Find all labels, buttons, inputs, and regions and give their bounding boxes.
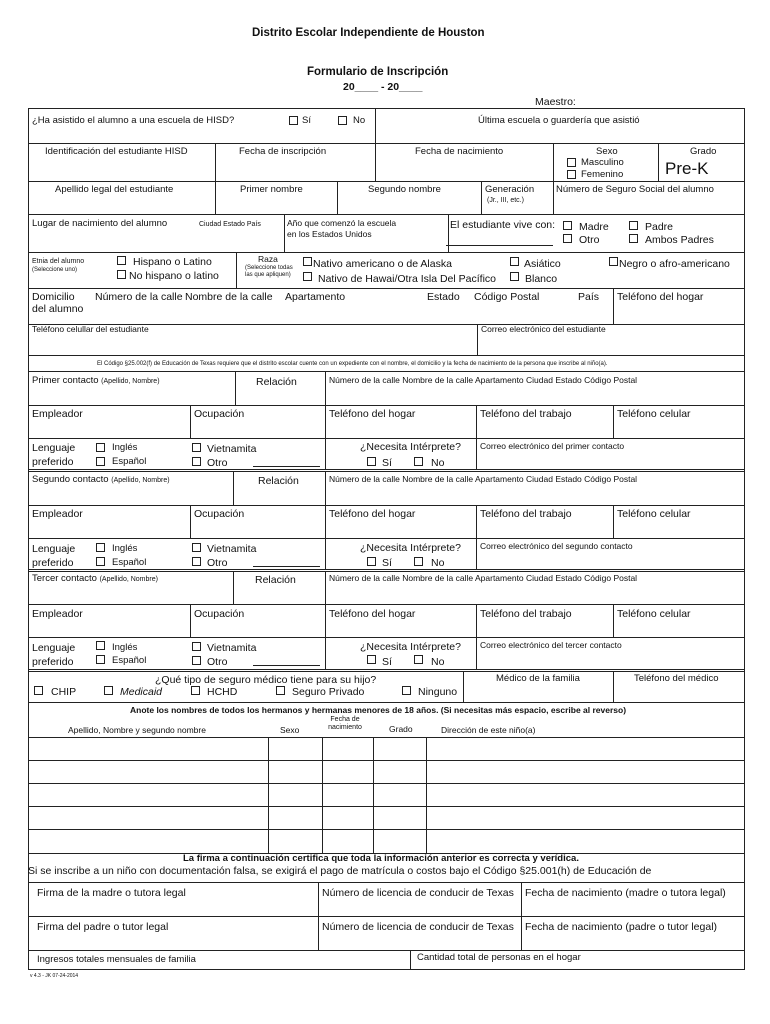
- student-cell-label: Teléfono celullar del estudiante: [32, 324, 149, 334]
- zip-label: Código Postal: [474, 291, 540, 303]
- hchd-checkbox[interactable]: [191, 686, 200, 695]
- hchd-label: HCHD: [207, 686, 238, 698]
- contact-2-other-checkbox[interactable]: [192, 557, 201, 566]
- street-name-label: Nombre de la calle: [185, 291, 273, 303]
- family-doctor-label: Médico de la familia: [496, 673, 580, 684]
- certification-text: La firma a continuación certifica que toda la información anterior es correcta y verídica.: [183, 853, 579, 864]
- female-checkbox[interactable]: [567, 170, 576, 179]
- country-label: País: [578, 291, 600, 303]
- grade-value: Pre-K: [665, 159, 709, 178]
- lives-other-checkbox[interactable]: [563, 234, 572, 243]
- ethnicity-hint: (Seleccione uno): [32, 267, 78, 273]
- contact-1-address-label: Número de la calle Nombre de la calle Apartamento Ciudad Estado Código Postal: [329, 375, 638, 385]
- state-label: Estado: [427, 291, 460, 303]
- version-label: v 4.3 - JK 07-24-2014: [30, 973, 79, 979]
- native-am-checkbox[interactable]: [303, 257, 312, 266]
- no-insurance-label: Ninguno: [418, 686, 458, 698]
- contact-3-cell-label: Teléfono celular: [617, 608, 691, 620]
- lives-with-label: El estudiante vive con:: [450, 219, 556, 231]
- sex-label: Sexo: [596, 146, 618, 157]
- sibling-sex-header: Sexo: [280, 725, 300, 735]
- middle-name-label: Segundo nombre: [368, 184, 441, 195]
- generation-label: Generación: [485, 184, 535, 195]
- contact-2-spanish-label: Español: [112, 557, 147, 568]
- contact-3-interp-yes-label: Sí: [382, 656, 392, 668]
- birth-date-label: Fecha de nacimiento: [415, 146, 504, 157]
- lives-father-label: Padre: [645, 221, 674, 233]
- teacher-label: Maestro:: [535, 96, 576, 108]
- contact-2-home-phone-label: Teléfono del hogar: [329, 508, 416, 520]
- contact-2-label: Segundo contacto (Apellido, Nombre): [32, 474, 170, 485]
- contact-2-lang-label: Lenguaje: [32, 543, 76, 555]
- chip-checkbox[interactable]: [34, 686, 43, 695]
- sibling-grade-header: Grado: [389, 724, 413, 734]
- contact-2-employer-label: Empleador: [32, 508, 83, 520]
- contact-3-interp-no-label: No: [431, 656, 445, 668]
- contact-3-english-label: Inglés: [112, 642, 138, 653]
- contact-2-email-label: Correo electrónico del segundo contacto: [480, 541, 633, 551]
- contact-1-interpreter-label: ¿Necesita Intérprete?: [360, 441, 461, 453]
- no-insurance-checkbox[interactable]: [402, 686, 411, 695]
- domicile-label: Domicilio: [32, 291, 75, 303]
- last-school-label: Última escuela o guardería que asistió: [478, 115, 640, 126]
- native-am-label: Nativo americano o de Alaska: [313, 258, 452, 270]
- home-phone-label: Teléfono del hogar: [617, 291, 704, 303]
- contact-2-address-label: Número de la calle Nombre de la calle Apartamento Ciudad Estado Código Postal: [329, 474, 638, 484]
- attended-hisd-question: ¿Ha asistido el alumno a una escuela de HISD?: [32, 115, 235, 126]
- grade-label: Grado: [690, 146, 717, 157]
- lives-mother-label: Madre: [579, 221, 609, 233]
- medicaid-label: Medicaid: [120, 686, 163, 698]
- generation-hint: (Jr., III, etc.): [487, 197, 524, 204]
- ssn-label: Número de Seguro Social del alumno: [556, 184, 714, 195]
- contact-1-employer-label: Empleador: [32, 408, 83, 420]
- contact-3-address-label: Número de la calle Nombre de la calle Apartamento Ciudad Estado Código Postal: [329, 573, 638, 583]
- hispanic-label: Hispano o Latino: [133, 256, 212, 268]
- mother-license-label: Número de licencia de conducir de Texas: [322, 887, 514, 899]
- contact-2-english-label: Inglés: [112, 543, 138, 554]
- contact-1-vietnamese-checkbox[interactable]: [192, 443, 201, 452]
- mother-dob-label: Fecha de nacimiento (madre o tutora legal): [525, 887, 726, 899]
- contact-1-home-phone-label: Teléfono del hogar: [329, 408, 416, 420]
- district-title: Distrito Escolar Independiente de Houston: [252, 27, 485, 39]
- contact-3-home-phone-label: Teléfono del hogar: [329, 608, 416, 620]
- contact-2-interp-no-checkbox[interactable]: [414, 557, 423, 566]
- lives-father-checkbox[interactable]: [629, 221, 638, 230]
- contact-1-interp-no-label: No: [431, 457, 445, 469]
- chip-label: CHIP: [51, 686, 77, 698]
- sibling-birth-header: Fecha de nacimiento: [328, 716, 362, 732]
- contact-1-english-label: Inglés: [112, 442, 138, 453]
- first-name-label: Primer nombre: [240, 184, 303, 195]
- contact-1-label: Primer contacto (Apellido, Nombre): [32, 375, 160, 386]
- contact-2-spanish-checkbox[interactable]: [96, 557, 105, 566]
- lives-mother-checkbox[interactable]: [563, 221, 572, 230]
- private-insurance-checkbox[interactable]: [276, 686, 285, 695]
- contact-1-interp-yes-checkbox[interactable]: [367, 457, 376, 466]
- contact-3-interpreter-label: ¿Necesita Intérprete?: [360, 641, 461, 653]
- race-label: Raza: [258, 254, 278, 264]
- contact-1-email-label: Correo electrónico del primer contacto: [480, 441, 625, 451]
- form-title: Formulario de Inscripción: [307, 66, 449, 78]
- sibling-address-header: Dirección de este niño(a): [441, 725, 536, 735]
- enroll-date-label: Fecha de inscripción: [239, 146, 327, 157]
- lives-other-label: Otro: [579, 234, 600, 246]
- siblings-title: Anote los nombres de todos los hermanos y hermanas menores de 18 años. (Si necesitas más espacio, escribe al reverso): [130, 705, 627, 715]
- false-document-warning: Si se inscribe a un niño con documentación falsa, se exigirá el pago de matrícula o costos bajo el Código §25.001(h) de Educación de: [28, 865, 652, 877]
- student-email-label: Correo electrónico del estudiante: [481, 324, 606, 334]
- contact-1-relation-label: Relación: [256, 376, 297, 388]
- mother-signature-label: Firma de la madre o tutora legal: [37, 887, 186, 899]
- attended-yes-checkbox[interactable]: [289, 116, 298, 125]
- contact-2-interp-no-label: No: [431, 557, 445, 569]
- lives-both-label: Ambos Padres: [645, 234, 714, 246]
- father-signature-label: Firma del padre o tutor legal: [37, 921, 169, 933]
- non-hispanic-label: No hispano o latino: [129, 270, 219, 282]
- us-school-year-label: Año que comenzó la escuela: [287, 218, 397, 228]
- male-checkbox[interactable]: [567, 158, 576, 167]
- contact-2-occupation-label: Ocupación: [194, 508, 245, 520]
- contact-3-lang-label: Lenguaje: [32, 642, 76, 654]
- insurance-question: ¿Qué tipo de seguro médico tiene para su hijo?: [155, 674, 377, 686]
- contact-2-other-label: Otro: [207, 557, 228, 569]
- medicaid-checkbox[interactable]: [104, 686, 113, 695]
- attended-no-label: No: [353, 115, 366, 126]
- black-checkbox[interactable]: [609, 257, 618, 266]
- legal-note: El Código §25.002(f) de Educación de Texas requiere que el distrito escolar cuente con un expediente con el nombre, el domicilio y la fecha de nacimiento de la persona que inscribe al niño(a).: [97, 361, 608, 367]
- female-label: Femenino: [581, 169, 624, 180]
- contact-1-spanish-label: Español: [112, 456, 147, 467]
- contact-1-lang-label2: preferido: [32, 456, 74, 468]
- contact-1-interp-no-checkbox[interactable]: [414, 457, 423, 466]
- contact-3-employer-label: Empleador: [32, 608, 83, 620]
- contact-2-interp-yes-label: Sí: [382, 557, 392, 569]
- income-label: Ingresos totales mensuales de familia: [37, 954, 196, 965]
- contact-1-occupation-label: Ocupación: [194, 408, 245, 420]
- contact-2-vietnamese-checkbox[interactable]: [192, 543, 201, 552]
- doctor-phone-label: Teléfono del médico: [634, 673, 719, 684]
- contact-1-work-phone-label: Teléfono del trabajo: [480, 408, 572, 420]
- contact-3-lang-label2: preferido: [32, 656, 74, 668]
- hawaiian-label: Nativo de Hawai/Otra Isla Del Pacífico: [318, 273, 496, 285]
- contact-3-occupation-label: Ocupación: [194, 608, 245, 620]
- contact-3-other-label: Otro: [207, 656, 228, 668]
- contact-3-label: Tercer contacto (Apellido, Nombre): [32, 573, 158, 584]
- contact-3-email-label: Correo electrónico del tercer contacto: [480, 640, 622, 650]
- contact-2-interp-yes-checkbox[interactable]: [367, 557, 376, 566]
- birthplace-label: Lugar de nacimiento del alumno: [32, 218, 168, 229]
- contact-2-work-phone-label: Teléfono del trabajo: [480, 508, 572, 520]
- contact-2-vietnamese-label: Vietnamita: [207, 543, 257, 555]
- street-no-label: Número de la calle: [95, 291, 183, 303]
- contact-1-lang-label: Lenguaje: [32, 442, 76, 454]
- white-label: Blanco: [525, 273, 558, 285]
- father-dob-label: Fecha de nacimiento (padre o tutor legal): [525, 921, 718, 933]
- contact-2-relation-label: Relación: [258, 475, 299, 487]
- attended-yes-label: Sí: [302, 115, 311, 126]
- contact-1-other-checkbox[interactable]: [192, 457, 201, 466]
- contact-3-work-phone-label: Teléfono del trabajo: [480, 608, 572, 620]
- contact-2-english-checkbox[interactable]: [96, 543, 105, 552]
- hawaiian-checkbox[interactable]: [303, 272, 312, 281]
- contact-1-english-checkbox[interactable]: [96, 443, 105, 452]
- hispanic-checkbox[interactable]: [117, 256, 126, 265]
- school-year: 20____ - 20____: [343, 81, 423, 93]
- contact-3-interp-yes-checkbox[interactable]: [367, 655, 376, 664]
- white-checkbox[interactable]: [510, 272, 519, 281]
- male-label: Masculino: [581, 157, 624, 168]
- contact-1-cell-label: Teléfono celular: [617, 408, 691, 420]
- contact-3-vietnamese-checkbox[interactable]: [192, 642, 201, 651]
- contact-3-interp-no-checkbox[interactable]: [414, 655, 423, 664]
- race-hint1: (Seleccione todas: [245, 265, 293, 271]
- last-name-label: Apellido legal del estudiante: [55, 184, 174, 195]
- non-hispanic-checkbox[interactable]: [117, 270, 126, 279]
- contact-3-spanish-checkbox[interactable]: [96, 655, 105, 664]
- asian-checkbox[interactable]: [510, 257, 519, 266]
- race-hint2: las que apliquen): [245, 272, 291, 278]
- contact-3-english-checkbox[interactable]: [96, 641, 105, 650]
- student-id-label: Identificación del estudiante HISD: [45, 146, 188, 157]
- contact-3-vietnamese-label: Vietnamita: [207, 642, 257, 654]
- contact-1-spanish-checkbox[interactable]: [96, 457, 105, 466]
- domicile-label2: del alumno: [32, 303, 84, 315]
- city-state-country-hint: Ciudad Estado País: [199, 221, 261, 228]
- household-label: Cantidad total de personas en el hogar: [417, 952, 581, 963]
- contact-1-vietnamese-label: Vietnamita: [207, 443, 257, 455]
- contact-1-interp-yes-label: Sí: [382, 457, 392, 469]
- father-license-label: Número de licencia de conducir de Texas: [322, 921, 514, 933]
- contact-3-other-checkbox[interactable]: [192, 656, 201, 665]
- apt-label: Apartamento: [285, 291, 346, 303]
- contact-3-relation-label: Relación: [255, 574, 296, 586]
- contact-2-lang-label2: preferido: [32, 557, 74, 569]
- us-school-year-label2: en los Estados Unidos: [287, 229, 372, 239]
- contact-2-interpreter-label: ¿Necesita Intérprete?: [360, 542, 461, 554]
- private-insurance-label: Seguro Privado: [292, 686, 365, 698]
- sibling-name-header: Apellido, Nombre y segundo nombre: [68, 725, 206, 735]
- contact-2-cell-label: Teléfono celular: [617, 508, 691, 520]
- lives-both-checkbox[interactable]: [629, 234, 638, 243]
- ethnicity-label: Etnia del alumno: [32, 258, 85, 265]
- asian-label: Asiático: [524, 258, 561, 270]
- black-label: Negro o afro-americano: [619, 258, 730, 270]
- contact-1-other-label: Otro: [207, 457, 228, 469]
- contact-3-spanish-label: Español: [112, 655, 147, 666]
- attended-no-checkbox[interactable]: [338, 116, 347, 125]
